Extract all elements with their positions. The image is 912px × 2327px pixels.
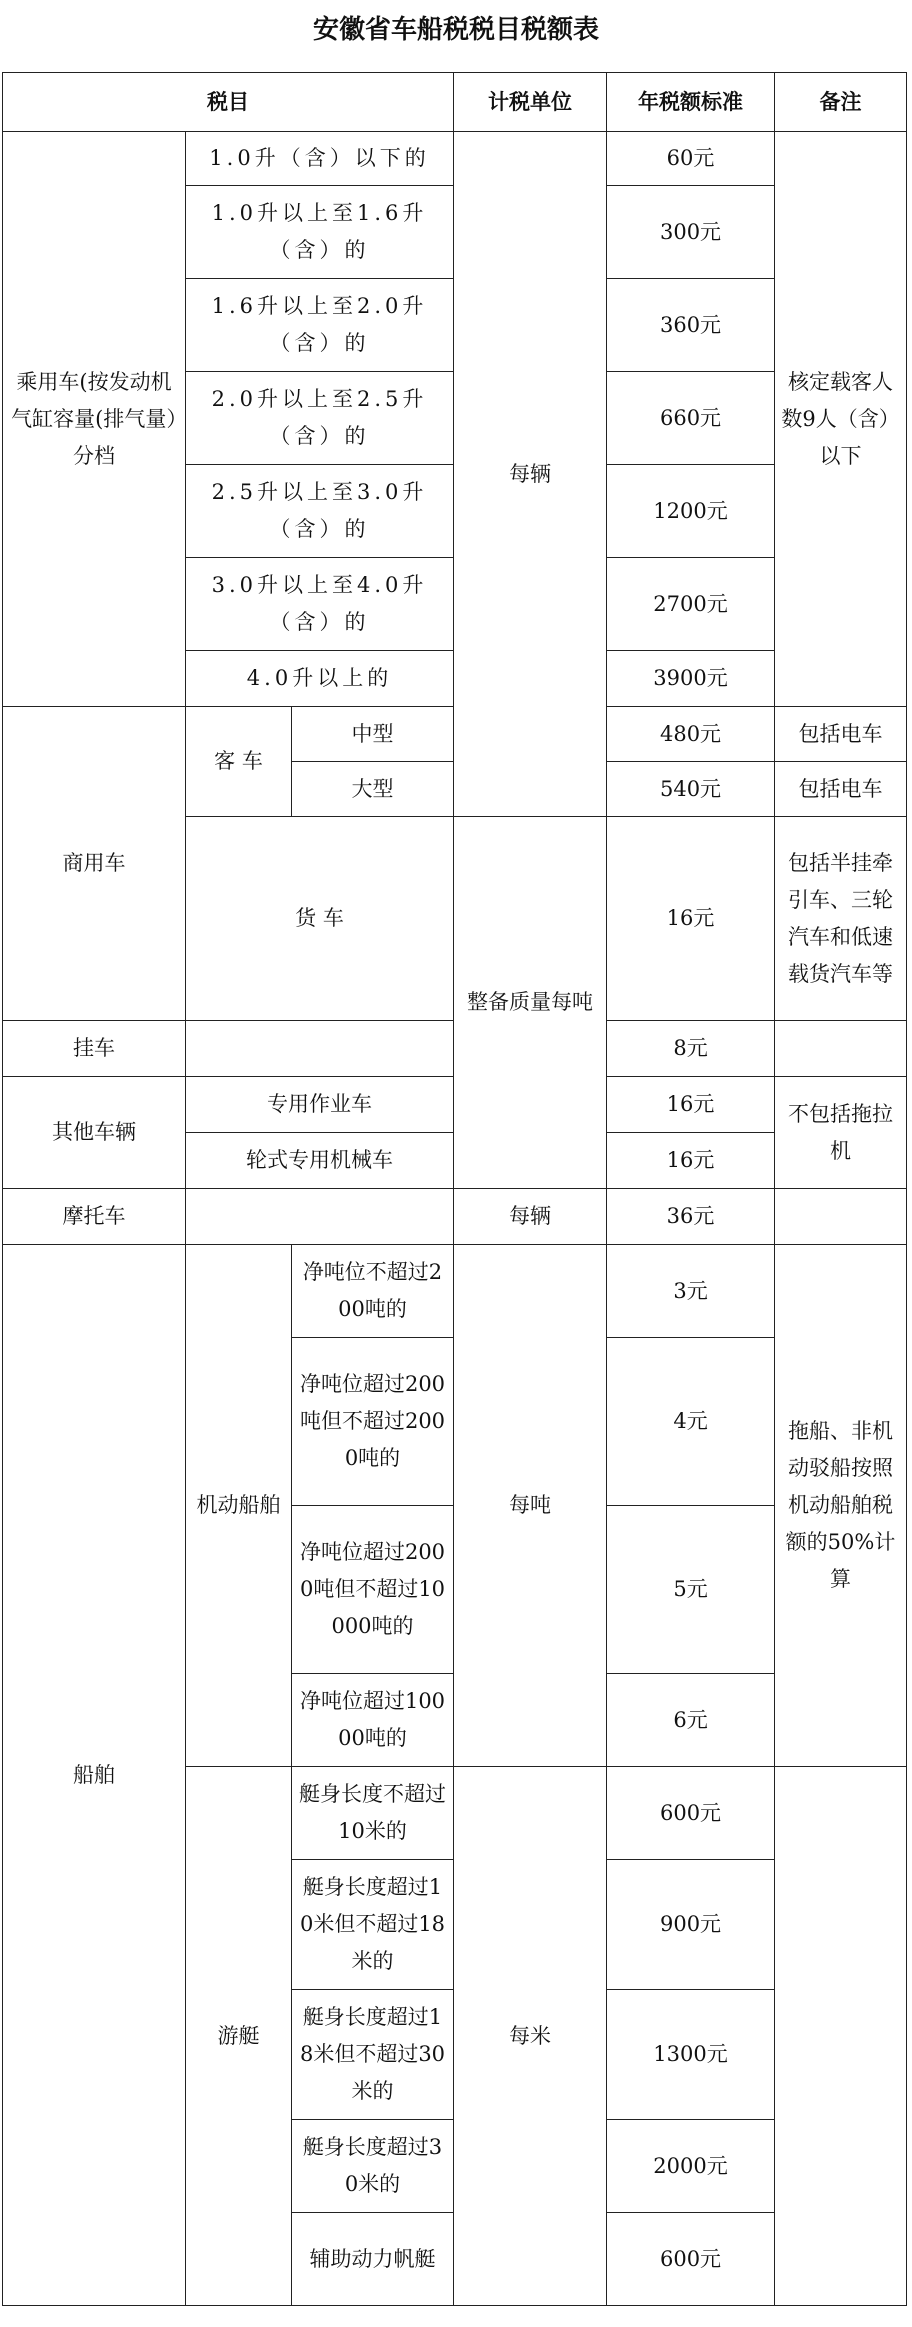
empty-cell xyxy=(186,1021,454,1077)
table-row xyxy=(3,1245,907,1338)
bus-note: 包括电车 xyxy=(775,762,907,817)
passenger-tier: 1.0升以上至1.6升（含）的 xyxy=(186,186,454,279)
yacht-amount: 1300元 xyxy=(607,1990,775,2120)
motorcycle-unit: 每辆 xyxy=(454,1189,607,1245)
truck-note: 包括半挂牵引车、三轮汽车和低速载货汽车等 xyxy=(775,817,907,1021)
passenger-tier: 3.0升以上至4.0升（含）的 xyxy=(186,558,454,651)
weight-unit: 整备质量每吨 xyxy=(454,817,607,1189)
other-amount: 16元 xyxy=(607,1077,775,1133)
motor-vessel-tier: 净吨位超过200吨但不超过2000吨的 xyxy=(292,1338,454,1506)
trailer-category: 挂车 xyxy=(3,1021,186,1077)
header-amount: 年税额标准 xyxy=(607,73,775,132)
yacht-tier: 艇身长度不超过10米的 xyxy=(292,1767,454,1860)
other-amount: 16元 xyxy=(607,1133,775,1189)
motor-vessel-amount: 6元 xyxy=(607,1674,775,1767)
motor-vessel-tier: 净吨位不超过200吨的 xyxy=(292,1245,454,1338)
truck-label: 货 车 xyxy=(186,817,454,1021)
passenger-amount: 300元 xyxy=(607,186,775,279)
yacht-amount: 600元 xyxy=(607,1767,775,1860)
motor-vessel-tier: 净吨位超过10000吨的 xyxy=(292,1674,454,1767)
empty-cell xyxy=(775,1767,907,2306)
yacht-tier: 艇身长度超过30米的 xyxy=(292,2120,454,2213)
tax-table xyxy=(2,72,907,2306)
empty-cell xyxy=(775,1189,907,1245)
passenger-amount: 1200元 xyxy=(607,465,775,558)
motorcycle-category: 摩托车 xyxy=(3,1189,186,1245)
yacht-unit: 每米 xyxy=(454,1767,607,2306)
bus-size: 中型 xyxy=(292,707,454,762)
yacht-tier: 艇身长度超过10米但不超过18米的 xyxy=(292,1860,454,1990)
motor-vessel-note: 拖船、非机动驳船按照机动船舶税额的50%计算 xyxy=(775,1245,907,1767)
yacht-amount: 600元 xyxy=(607,2213,775,2306)
passenger-amount: 660元 xyxy=(607,372,775,465)
header-note: 备注 xyxy=(775,73,907,132)
yacht-amount: 900元 xyxy=(607,1860,775,1990)
motor-vessel-unit: 每吨 xyxy=(454,1245,607,1767)
table-row xyxy=(3,132,907,186)
passenger-tier: 4.0升以上的 xyxy=(186,651,454,707)
passenger-note: 核定载客人数9人（含）以下 xyxy=(775,132,907,707)
passenger-tier: 2.5升以上至3.0升（含）的 xyxy=(186,465,454,558)
motor-vessel-amount: 3元 xyxy=(607,1245,775,1338)
empty-cell xyxy=(186,1189,454,1245)
motor-vessel-amount: 4元 xyxy=(607,1338,775,1506)
document-title: 安徽省车船税税目税额表 xyxy=(312,15,599,45)
empty-cell xyxy=(775,1021,907,1077)
passenger-amount: 60元 xyxy=(607,132,775,186)
passenger-tier: 2.0升以上至2.5升（含）的 xyxy=(186,372,454,465)
motor-vessel-amount: 5元 xyxy=(607,1506,775,1674)
yacht-label: 游艇 xyxy=(186,1767,292,2306)
yacht-amount: 2000元 xyxy=(607,2120,775,2213)
other-label: 轮式专用机械车 xyxy=(186,1133,454,1189)
yacht-tier: 艇身长度超过18米但不超过30米的 xyxy=(292,1990,454,2120)
truck-amount: 16元 xyxy=(607,817,775,1021)
trailer-amount: 8元 xyxy=(607,1021,775,1077)
motor-vessel-label: 机动船舶 xyxy=(186,1245,292,1767)
header-unit: 计税单位 xyxy=(454,73,607,132)
passenger-tier: 1.6升以上至2.0升（含）的 xyxy=(186,279,454,372)
motorcycle-amount: 36元 xyxy=(607,1189,775,1245)
bus-amount: 480元 xyxy=(607,707,775,762)
header-row xyxy=(3,73,907,132)
header-item: 税目 xyxy=(3,73,454,132)
bus-label: 客 车 xyxy=(186,707,292,817)
passenger-amount: 3900元 xyxy=(607,651,775,707)
motor-vessel-tier: 净吨位超过2000吨但不超过10000吨的 xyxy=(292,1506,454,1674)
passenger-category: 乘用车(按发动机气缸容量(排气量）分档 xyxy=(3,132,186,707)
passenger-amount: 2700元 xyxy=(607,558,775,651)
passenger-amount: 360元 xyxy=(607,279,775,372)
passenger-tier: 1.0升（含）以下的 xyxy=(186,132,454,186)
other-label: 专用作业车 xyxy=(186,1077,454,1133)
other-note: 不包括拖拉机 xyxy=(775,1077,907,1189)
bus-amount: 540元 xyxy=(607,762,775,817)
yacht-tier: 辅助动力帆艇 xyxy=(292,2213,454,2306)
vessels-category: 船舶 xyxy=(3,1245,186,2306)
bus-note: 包括电车 xyxy=(775,707,907,762)
commercial-category: 商用车 xyxy=(3,707,186,1021)
bus-size: 大型 xyxy=(292,762,454,817)
other-category: 其他车辆 xyxy=(3,1077,186,1189)
passenger-unit: 每辆 xyxy=(454,132,607,817)
table-row xyxy=(3,1189,907,1245)
